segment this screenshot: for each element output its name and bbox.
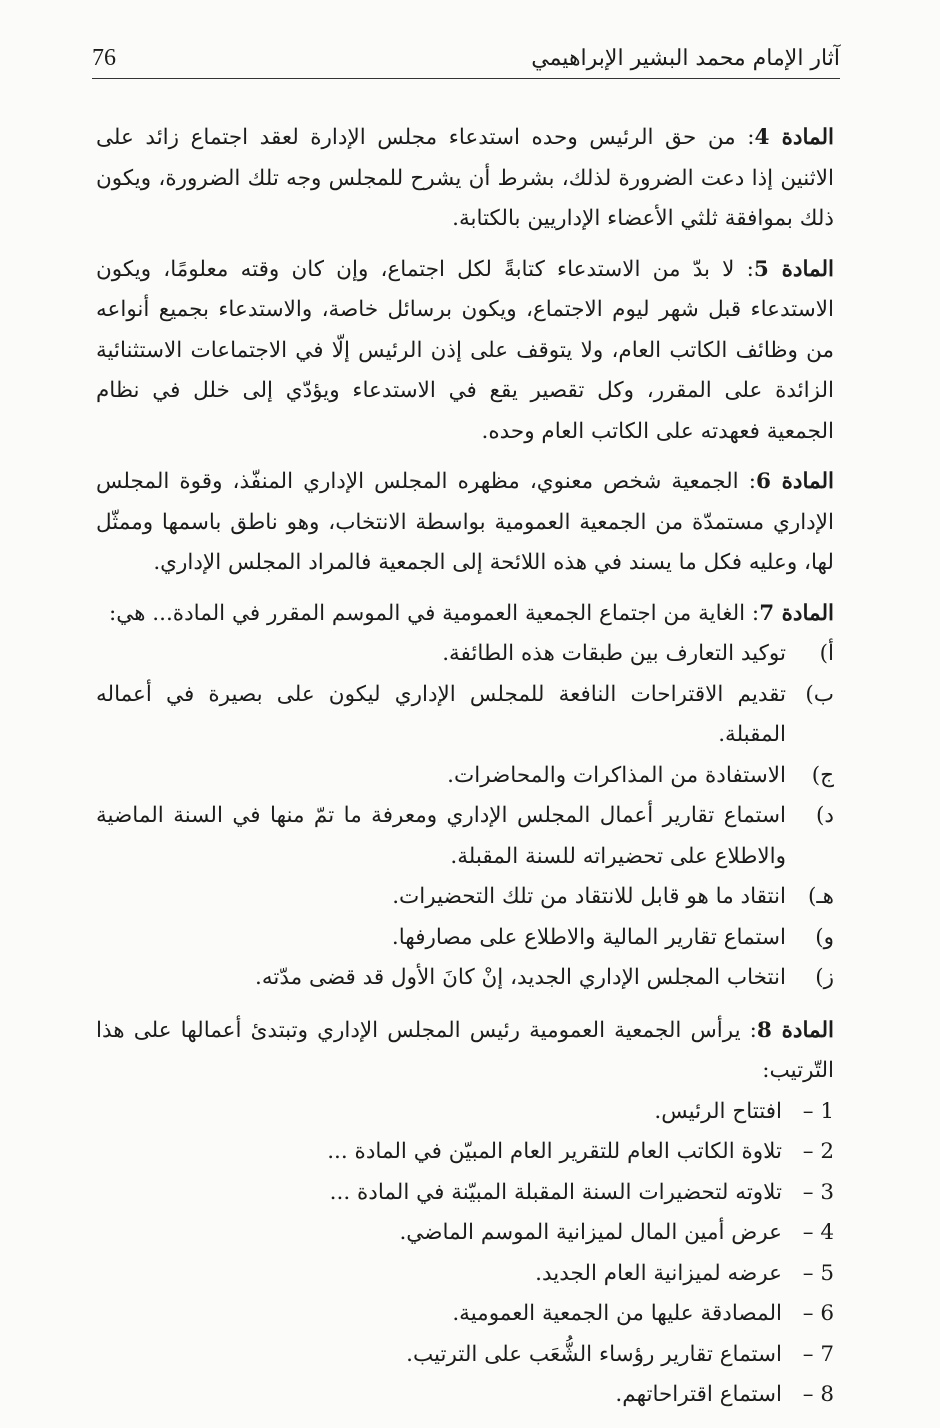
list-item-text: استماع تقارير المالية والاطلاع على مصارفها. (391, 924, 786, 950)
list-marker: 2 – (802, 1139, 834, 1164)
page-body (96, 118, 834, 1428)
article-label: المادة 6 (755, 469, 834, 494)
list-item (96, 918, 834, 959)
list-item-text: الاستفادة من المذاكرات والمحاضرات. (447, 762, 786, 788)
list-item-text: تلاوة الكاتب العام للتقرير العام المبيّن في المادة ... (327, 1139, 782, 1164)
list-item-text: المصادقة عليها من الجمعية العمومية. (452, 1301, 782, 1326)
article-text: : الغاية من اجتماع الجمعية العمومية في الموسم المقرر في المادة... هي: (108, 600, 760, 626)
article-4 (96, 118, 834, 240)
article-6 (96, 462, 834, 584)
list-item-text: استماع تقارير رؤساء الشُّعَب على الترتيب. (406, 1341, 782, 1367)
list-marker: 4 – (802, 1220, 834, 1245)
list-marker: ج) (811, 762, 834, 788)
page-number: 76 (92, 44, 116, 71)
article-8-list (96, 1092, 834, 1416)
list-item-text: افتتاح الرئيس. (654, 1098, 782, 1124)
article-text: : لا بدّ من الاستدعاء كتابةً لكل اجتماع، وإن كان وقته معلومًا، ويكون الاستدعاء قبل شهر ليوم الاجتماع، ويكون برسائل خاصة، والاستدعاء بجميع أنواعه من وظائف الكاتب العام، ولا يتوقف على إذن الرئيس إلّا في الاجتماعات الاستثنائية الزائدة على المقرر، وكل تقصير يقع في الاستدعاء ويؤدّي إلى خلل في نظام الجمعية فعهدته على الكاتب العام وحده. (96, 256, 834, 444)
list-item-text: تلاوته لتحضيرات السنة المقبلة المبيّنة في المادة ... (329, 1179, 782, 1205)
list-marker: هـ) (807, 884, 834, 909)
article-label: المادة 7 (759, 600, 834, 626)
article-text: : الجمعية شخص معنوي، مظهره المجلس الإداري المنفّذ، وقوة المجلس الإداري مستمدّة من الجمعية العمومية بواسطة الانتخاب، وهو ناطق باسمها وممثّل لها، وعليه فكل ما يسند في هذه اللائحة إلى الجمعية فالمراد المجلس الإداري. (96, 469, 834, 575)
list-item-text: استماع اقتراحاتهم. (615, 1382, 782, 1407)
article-label: المادة 4 (754, 125, 834, 150)
list-marker: 5 – (802, 1260, 834, 1286)
list-item (96, 675, 834, 756)
list-marker: و) (815, 924, 834, 950)
list-item (96, 1335, 834, 1376)
list-marker: 1 – (802, 1098, 834, 1124)
list-marker: د) (816, 803, 834, 828)
list-marker: أ) (819, 641, 834, 666)
list-marker: ز) (815, 965, 834, 990)
book-title: آثار الإمام محمد البشير الإبراهيمي (531, 45, 840, 71)
list-item (96, 1132, 834, 1173)
list-item (96, 1375, 834, 1416)
list-item-text: تقديم الاقتراحات النافعة للمجلس الإداري ليكون على بصيرة في أعماله المقبلة. (96, 681, 786, 747)
article-label: المادة 5 (753, 256, 834, 282)
list-item (96, 756, 834, 797)
list-item-text: توكيد التعارف بين طبقات هذه الطائفة. (442, 641, 786, 666)
running-header (92, 38, 840, 79)
article-text: : من حق الرئيس وحده استدعاء مجلس الإدارة لعقد اجتماع زائد على الاثنين إذا دعت الضرورة لذلك، بشرط أن يشرح للمجلس وجه تلك الضرورة، ويكون ذلك بموافقة ثلثي الأعضاء الإداريين بالكتابة. (96, 125, 834, 231)
article-8 (96, 1011, 834, 1092)
list-marker: 8 – (802, 1382, 834, 1407)
list-item-text: عرض أمين المال لميزانية الموسم الماضي. (399, 1220, 782, 1245)
list-item (96, 634, 834, 675)
list-item-text: استماع تقارير أعمال المجلس الإداري ومعرفة ما تمّ منها في السنة الماضية والاطلاع على تحضيراته للسنة المقبلة. (96, 803, 786, 869)
article-5 (96, 250, 834, 453)
list-marker: 7 – (802, 1341, 834, 1367)
list-item (96, 796, 834, 877)
list-item (96, 1173, 834, 1214)
article-7-list (96, 634, 834, 999)
list-item-text: انتخاب المجلس الإداري الجديد، إنْ كانَ الأول قد قضى مدّته. (254, 965, 786, 990)
article-text: : يرأس الجمعية العمومية رئيس المجلس الإداري وتبتدئ أعمالها على هذا التّرتيب: (96, 1017, 834, 1083)
list-item (96, 1092, 834, 1133)
list-item-text: عرضه لميزانية العام الجديد. (535, 1260, 782, 1286)
list-item (96, 1294, 834, 1335)
list-marker: 6 – (802, 1301, 834, 1326)
list-marker: ب) (805, 681, 834, 707)
list-item-text: انتقاد ما هو قابل للانتقاد من تلك التحضيرات. (392, 884, 786, 909)
list-item (96, 1213, 834, 1254)
list-item (96, 1254, 834, 1295)
article-label: المادة 8 (756, 1017, 834, 1043)
article-7 (96, 594, 834, 635)
list-item (96, 958, 834, 999)
list-item (96, 877, 834, 918)
list-marker: 3 – (802, 1179, 834, 1205)
